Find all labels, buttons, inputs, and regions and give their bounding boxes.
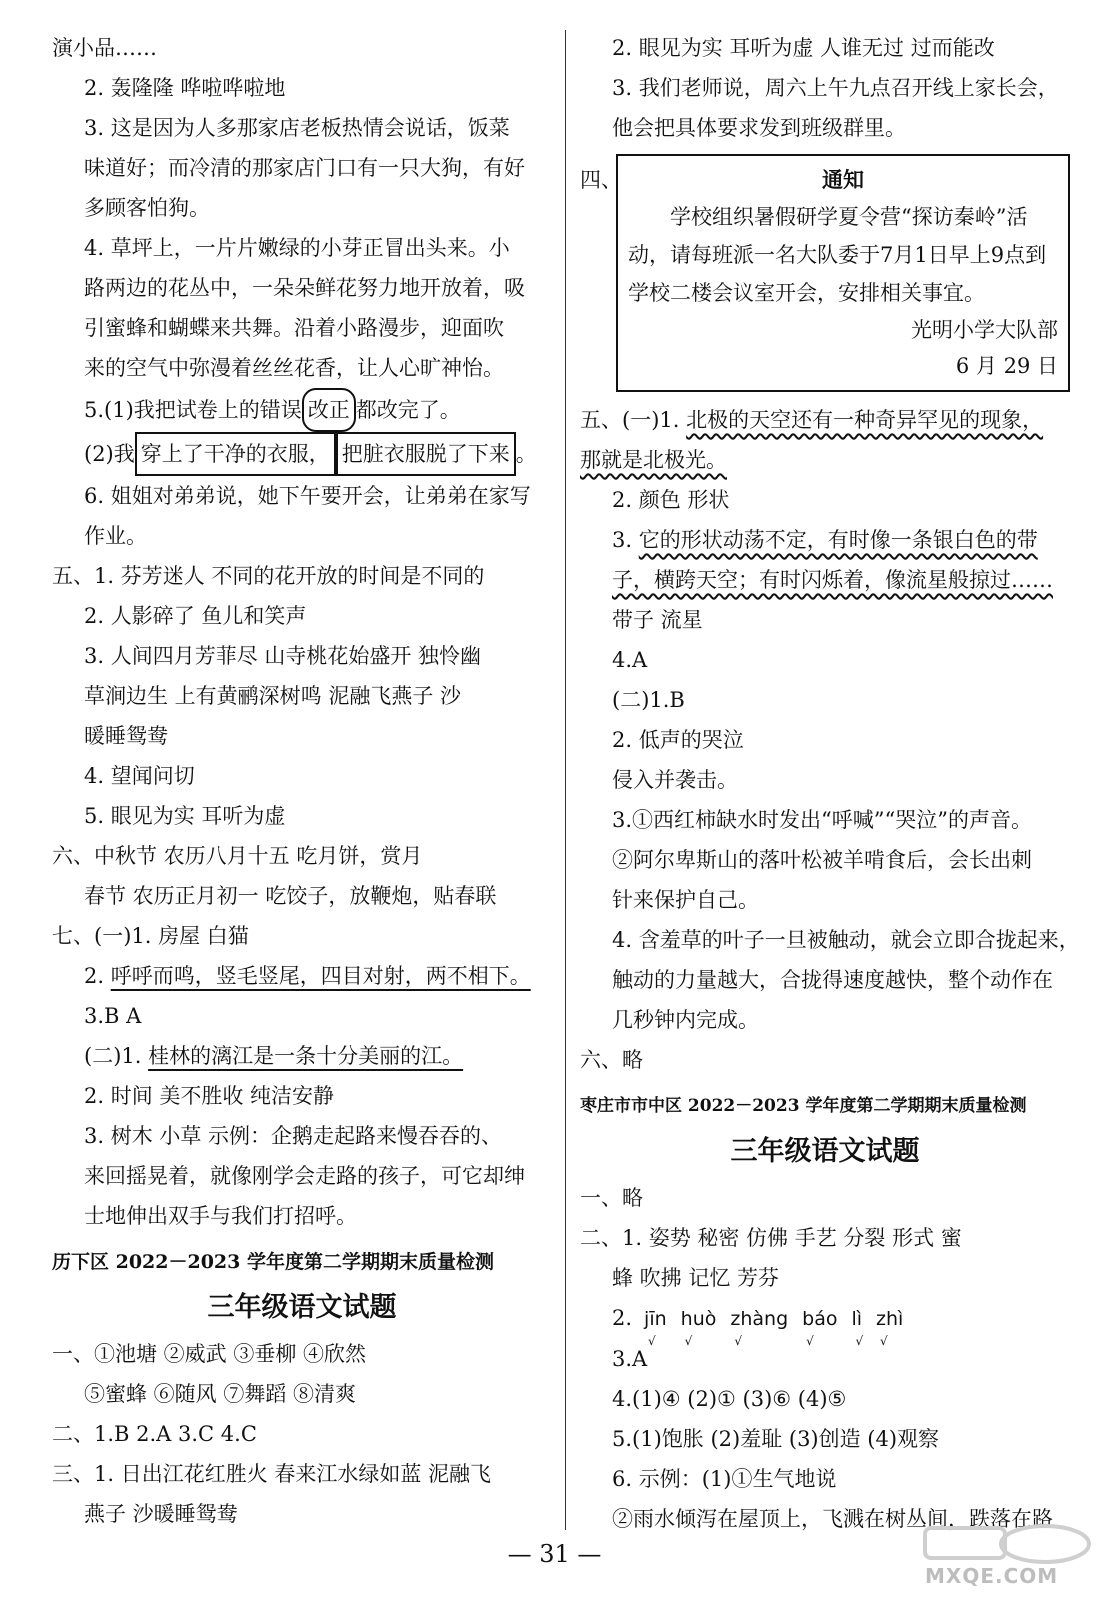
column-divider [565,30,566,1530]
wavy-underlined-answer: 北极的天空还有一种奇异罕见的现象， [686,408,1044,432]
watermark-icon [905,1520,1095,1566]
text-line [52,1036,552,1076]
text-line [52,388,552,432]
pinyin-item [644,1299,667,1348]
text-line: 3.A [612,1347,648,1371]
tick-icon: √ [806,1334,814,1348]
tick-icon: √ [880,1334,888,1348]
exam-title: 三年级语文试题 [730,1136,920,1167]
text-line [580,440,1070,480]
text-line: 4. 望闻问切 [84,764,195,788]
text-line: 4.(1)④ (2)① (3)⑥ (4)⑤ [612,1387,847,1411]
text-line: ②雨水倾泻在屋顶上，飞溅在树丛间，跌落在路 [612,1507,1053,1531]
text-fragment: (二)1. [84,1044,149,1068]
page-number: — 31 — [507,1540,602,1568]
text-line: 5.(1)饱胀 (2)羞耻 (3)创造 (4)观察 [612,1427,940,1451]
text-fragment: 5.(1)我把试卷上的错误 [84,398,302,422]
text-line: 2. 人影碎了 鱼儿和笑声 [84,604,307,628]
text-line: 演小品…… [52,36,157,60]
text-line: 草涧边生 上有黄鹂深树鸣 泥融飞燕子 沙 [84,684,462,708]
left-column [52,28,552,1534]
text-line: 一、略 [580,1186,643,1210]
text-line: 一、①池塘 ②威武 ③垂柳 ④欣然 [52,1342,367,1366]
text-line: 七、(一)1. 房屋 白猫 [52,924,249,948]
text-line: 触动的力量越大，合拢得速度越快，整个动作在 [612,968,1053,992]
text-line: 来回摇晃着，就像刚学会走路的孩子，可它却绅 [84,1164,525,1188]
pinyin-item [802,1299,838,1348]
wavy-underlined-answer: 那就是北极光。 [580,448,727,472]
text-line: 3.①西红柿缺水时发出“呼喊”“哭泣”的声音。 [612,808,1032,832]
text-fragment: 2. [84,964,111,988]
text-line: 2. 颜色 形状 [612,488,730,512]
text-line: 味道好；而冷清的那家店门口有一只大狗，有好 [84,156,525,180]
notice-date: 6 月 29 日 [955,354,1058,378]
text-line: 多顾客怕狗。 [84,196,210,220]
correction-mark: 改正 [302,388,356,432]
text-line: 燕子 沙暖睡鸳鸯 [84,1502,238,1526]
tick-icon: √ [855,1334,864,1348]
text-line [52,956,552,996]
text-fragment: 3. [612,528,639,552]
exam-section-header: 历下区 2022－2023 学年度第二学期期末质量检测 [52,1251,494,1273]
text-line: 3. 人间四月芳菲尽 山寺桃花始盛开 独怜幽 [84,644,482,668]
correction-box: 把脏衣服脱了下来 [336,432,516,476]
text-line: 士地伸出双手与我们打招呼。 [84,1204,357,1228]
text-line: 他会把具体要求发到班级群里。 [612,116,906,140]
text-line [580,400,1070,440]
notice-signature: 光明小学大队部 [911,318,1058,342]
text-line: ②阿尔卑斯山的落叶松被羊啃食后，会长出刺 [612,848,1032,872]
notice-box [616,154,1070,392]
pinyin-text: huò [680,1308,717,1330]
text-line: 3. 我们老师说，周六上午九点召开线上家长会， [612,76,1059,100]
text-line: 侵入并袭击。 [612,768,738,792]
text-line: 4. 草坪上，一片片嫩绿的小芽正冒出头来。小 [84,236,510,260]
underlined-answer: 桂林的漓江是一条十分美丽的江。 [148,1044,464,1068]
text-line: 六、中秋节 农历八月十五 吃月饼，赏月 [52,844,423,868]
pinyin-item [680,1299,717,1348]
text-line [580,520,1070,560]
pinyin-line [580,1298,1070,1348]
text-line [52,432,552,476]
text-line: 4. 含羞草的叶子一旦被触动，就会立即合拢起来， [612,928,1080,952]
wavy-underlined-answer: 它的形状动荡不定，有时像一条银白色的带 [638,528,1038,552]
text-line: 针来保护自己。 [612,888,759,912]
pinyin-item [851,1299,864,1348]
pinyin-item [730,1299,789,1348]
notice-title: 通知 [822,167,864,192]
text-line: 三、1. 日出江花红胜火 春来江水绿如蓝 泥融飞 [52,1462,492,1486]
text-line: 4.A [612,648,648,672]
text-line: 作业。 [84,524,147,548]
question-number: 2. [612,1306,633,1330]
wavy-underlined-answer: 子，横跨天空；有时闪烁着，像流星般掠过…… [612,568,1053,592]
pinyin-text: lì [851,1308,863,1330]
text-line: 带子 流星 [612,608,703,632]
tick-icon: √ [648,1334,656,1348]
text-line: 引蜜蜂和蝴蝶来共舞。沿着小路漫步，迎面吹 [84,316,504,340]
text-line: (二)1.B [612,688,685,712]
text-line: 几秒钟内完成。 [612,1008,759,1032]
pinyin-text: jīn [644,1308,667,1330]
text-line: 3. 这是因为人多那家店老板热情会说话，饭菜 [84,116,510,140]
text-fragment: 五、(一)1. [580,408,687,432]
section-label: 四、 [580,168,622,192]
text-line: 5. 眼见为实 耳听为虚 [84,804,286,828]
text-line: 二、1. 姿势 秘密 仿佛 手艺 分裂 形式 蜜 [580,1226,962,1250]
pinyin-text: zhàng [730,1308,789,1330]
text-fragment: 都改完了。 [355,398,461,422]
text-line: 6. 姐姐对弟弟说，她下午要开会，让弟弟在家写 [84,484,531,508]
text-line: 六、略 [580,1048,643,1072]
text-line: 蜂 吹拂 记忆 芳芬 [612,1266,780,1290]
exam-title: 三年级语文试题 [207,1292,397,1323]
text-line: 3. 树木 小草 示例：企鹅走起路来慢吞吞的、 [84,1124,503,1148]
text-line: 2. 时间 美不胜收 纯洁安静 [84,1084,335,1108]
watermark-text: MXQE.COM [925,1564,1059,1588]
text-line: 2. 低声的哭泣 [612,728,744,752]
exam-section-header: 枣庄市市中区 2022－2023 学年度第二学期期末质量检测 [580,1096,1027,1116]
text-line: 6. 示例：(1)①生气地说 [612,1467,837,1491]
text-line: ⑤蜜蜂 ⑥随风 ⑦舞蹈 ⑧清爽 [84,1382,357,1406]
text-line [580,560,1070,600]
watermark-logo [905,1520,1095,1590]
tick-icon: √ [684,1334,693,1348]
notice-section [580,154,1070,392]
underlined-answer: 呼呼而鸣，竖毛竖尾，四目对射，两不相下。 [110,964,531,988]
pinyin-item [876,1299,904,1348]
pinyin-text: báo [802,1308,838,1330]
pinyin-text: zhì [876,1308,904,1330]
tick-icon: √ [734,1334,743,1348]
text-line: 春节 农历正月初一 吃饺子，放鞭炮，贴春联 [84,884,497,908]
notice-body: 学校组织暑假研学夏令营“探访秦岭”活动，请每班派一名大队委于7月1日早上9点到学校二楼会议室开会，安排相关事宜。 [628,205,1047,305]
text-line: 路两边的花丛中，一朵朵鲜花努力地开放着，吸 [84,276,525,300]
text-fragment: (2)我 [84,442,135,466]
text-line: 二、1.B 2.A 3.C 4.C [52,1422,257,1446]
text-line: 2. 轰隆隆 哗啦哗啦地 [84,76,286,100]
text-line: 3.B A [84,1004,142,1028]
text-fragment: 。 [515,442,537,466]
text-line: 五、1. 芬芳迷人 不同的花开放的时间是不同的 [52,564,485,588]
right-column [580,28,1080,1539]
text-line: 2. 眼见为实 耳听为虚 人谁无过 过而能改 [612,36,995,60]
text-line: 来的空气中弥漫着丝丝花香，让人心旷神怡。 [84,356,504,380]
correction-box: 穿上了干净的衣服， [135,432,336,476]
text-line: 暖睡鸳鸯 [84,724,168,748]
